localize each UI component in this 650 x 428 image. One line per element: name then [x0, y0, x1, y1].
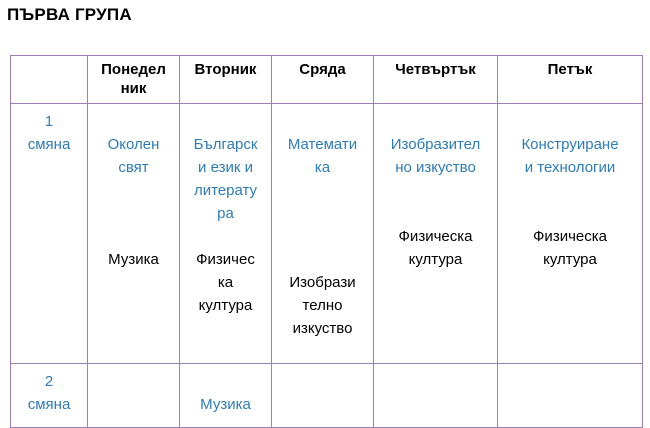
schedule-table	[10, 55, 643, 428]
schedule-cell-thursday	[374, 364, 498, 428]
shift-label: 2 смяна	[27, 373, 71, 413]
table-row	[11, 364, 643, 428]
subject-bottom: Изобрази телно изкуство	[289, 274, 356, 337]
schedule-cell-tuesday	[180, 364, 272, 428]
schedule-cell-wednesday	[272, 104, 374, 364]
header-friday: Петък	[498, 56, 643, 104]
header-corner	[11, 56, 88, 104]
schedule-cell-monday	[88, 104, 180, 364]
subject-bottom: Физическа култура	[398, 228, 473, 268]
header-monday: Понедел ник	[88, 56, 180, 104]
header-tuesday: Вторник	[180, 56, 272, 104]
shift-cell	[11, 104, 88, 364]
schedule-cell-thursday	[374, 104, 498, 364]
subject-top: Конструиране и технологии	[521, 136, 619, 176]
subject-top: Изобразител но изкуство	[390, 136, 481, 176]
header-thursday: Четвъртък	[374, 56, 498, 104]
subject-bottom: Физическа култура	[533, 228, 607, 268]
shift-cell	[11, 364, 88, 428]
table-row	[11, 104, 643, 364]
subject-top: Музика	[200, 396, 251, 413]
schedule-cell-tuesday	[180, 104, 272, 364]
subject-bottom: Музика	[108, 251, 159, 268]
subject-top: Околен свят	[107, 136, 160, 176]
header-row	[11, 56, 643, 104]
subject-top: Българск и език и литерату ра	[193, 136, 258, 222]
schedule-cell-friday	[498, 104, 643, 364]
schedule-cell-monday	[88, 364, 180, 428]
shift-label: 1 смяна	[27, 113, 71, 153]
header-wednesday: Сряда	[272, 56, 374, 104]
schedule-cell-wednesday	[272, 364, 374, 428]
subject-bottom: Физичес ка култура	[196, 251, 255, 314]
schedule-cell-friday	[498, 364, 643, 428]
subject-top: Математи ка	[287, 136, 358, 176]
group-title: ПЪРВА ГРУПА	[7, 5, 132, 24]
